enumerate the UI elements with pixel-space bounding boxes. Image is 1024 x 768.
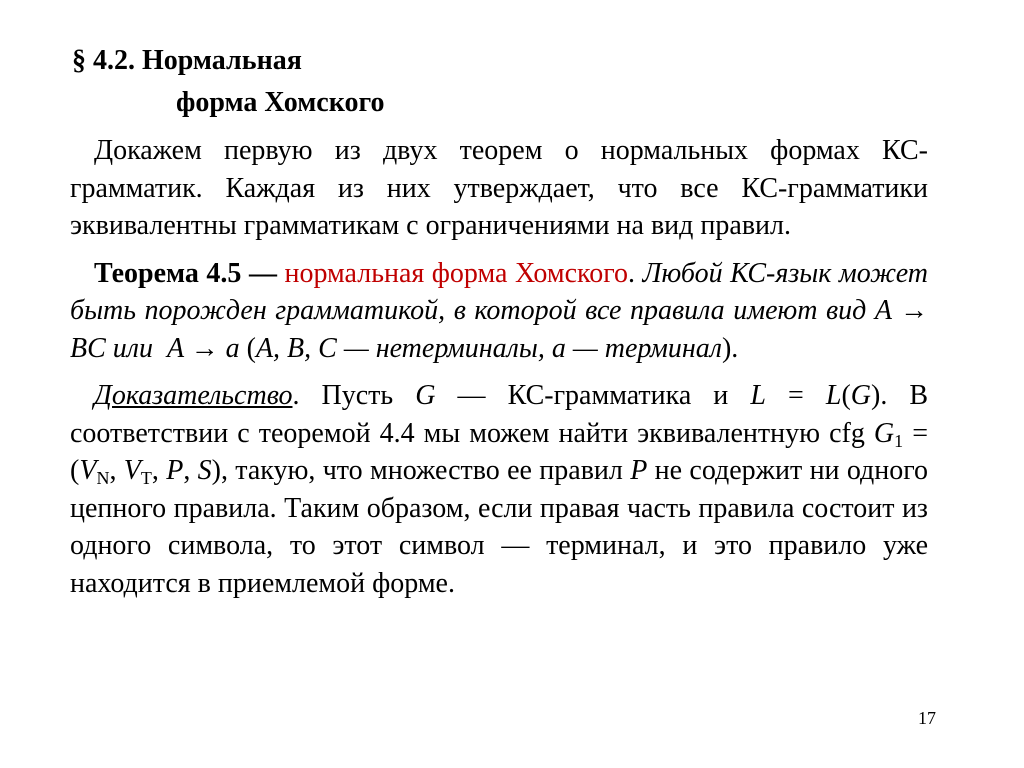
- theorem-rule-2: A → a: [167, 332, 240, 364]
- proof-comma-2: ,: [151, 455, 159, 486]
- proof-text-1: . Пусть: [292, 380, 394, 411]
- proof-var-p: P: [166, 455, 184, 486]
- theorem-paren-close: ).: [721, 332, 739, 364]
- proof-paren-close: ).: [871, 380, 888, 411]
- theorem-name: нормальная форма Хомского: [284, 257, 628, 289]
- theorem-vars: A, B, C — нетерминалы, a — терминал: [255, 332, 722, 364]
- proof-var-lg: L: [825, 380, 842, 411]
- proof-text-2: — КС-грамматика и: [457, 380, 729, 411]
- proof-label: Доказательство: [94, 380, 293, 411]
- proof-sub-n: N: [96, 468, 110, 488]
- proof-var-v2: V: [123, 455, 141, 486]
- proof-var-g2: G: [850, 380, 871, 411]
- theorem-paragraph: [70, 255, 928, 368]
- proof-sub-t: T: [140, 468, 152, 488]
- proof-var-s: S: [197, 455, 212, 486]
- title-line-1: § 4.2. Нормальная: [72, 45, 302, 76]
- proof-text-3: В соответствии с теоремой 4.4 мы можем найти эквивалентную cfg: [70, 380, 929, 449]
- theorem-or: или: [112, 332, 153, 364]
- proof-text-4: ), такую, что множество ее правил: [211, 455, 623, 486]
- proof-paren-open: (: [841, 380, 851, 411]
- proof-var-v: V: [79, 455, 97, 486]
- proof-var-g1: G: [873, 417, 895, 449]
- proof-comma-1: ,: [109, 455, 117, 486]
- proof-sub-1: 1: [894, 430, 904, 451]
- proof-var-p2: P: [630, 455, 648, 486]
- proof-text-5: не содержит ни одного цепного правила. Таким образом, если правая часть правила состоит из одного символа, то этот символ — терминал, и это правило уже находится в приемлемой форме.: [70, 455, 929, 599]
- theorem-rule-1: A → BC: [70, 295, 929, 364]
- slide-title: [72, 40, 385, 124]
- theorem-label: Теорема 4.5 —: [94, 257, 277, 289]
- proof-paragraph: [70, 377, 928, 602]
- intro-paragraph: Докажем первую из двух теорем о нормальных формах КС-грамматик. Каждая из них утверждает, что все КС-грамматики эквивалентны грамматикам с ограничениями на вид правил.: [70, 135, 928, 241]
- proof-eq: =: [788, 380, 804, 411]
- proof-comma-3: ,: [183, 455, 191, 486]
- theorem-paren-open: (: [246, 332, 256, 364]
- proof-var-l: L: [750, 380, 766, 411]
- slide-body: [70, 132, 928, 612]
- theorem-statement: Любой КС-язык может быть порожден грамматикой, в которой все правила имеют вид: [70, 257, 928, 326]
- proof-var-g: G: [415, 380, 436, 411]
- proof-eq2: = (: [70, 417, 928, 486]
- theorem-dot: .: [628, 257, 635, 289]
- title-line-2: форма Хомского: [176, 87, 385, 118]
- page-number: 17: [918, 708, 936, 728]
